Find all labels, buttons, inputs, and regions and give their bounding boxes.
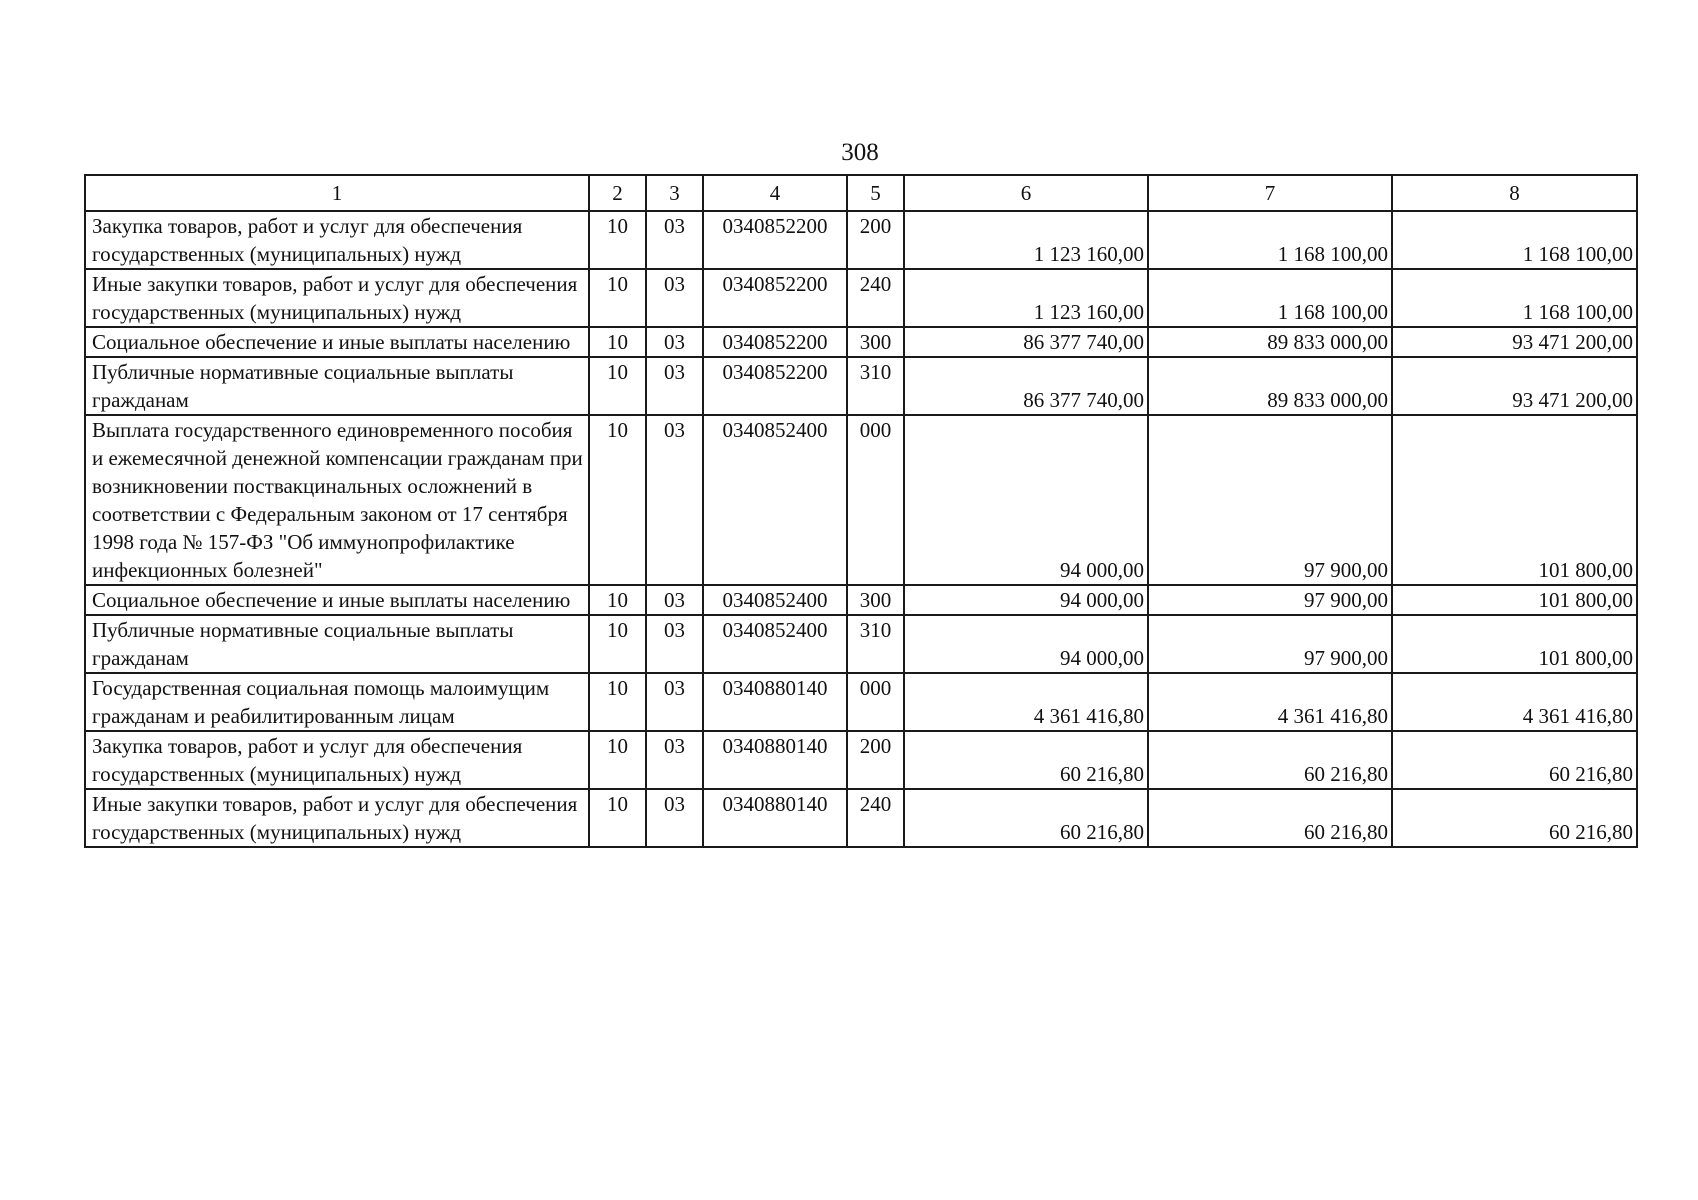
subsection-code: 03	[646, 731, 703, 789]
expense-name: Публичные нормативные социальные выплаты гражданам	[85, 615, 589, 673]
expense-name: Иные закупки товаров, работ и услуг для обеспечения государственных (муниципальных) нужд	[85, 269, 589, 327]
expense-name: Иные закупки товаров, работ и услуг для обеспечения государственных (муниципальных) нужд	[85, 789, 589, 847]
amount-year-1: 86 377 740,00	[904, 357, 1148, 415]
expense-name: Закупка товаров, работ и услуг для обеспечения государственных (муниципальных) нужд	[85, 731, 589, 789]
target-article-code: 0340852200	[703, 211, 847, 269]
subsection-code: 03	[646, 585, 703, 615]
expense-type-code: 310	[847, 615, 904, 673]
section-code: 10	[589, 357, 646, 415]
amount-year-3: 60 216,80	[1392, 789, 1637, 847]
section-code: 10	[589, 211, 646, 269]
amount-year-2: 97 900,00	[1148, 415, 1392, 585]
amount-year-3: 101 800,00	[1392, 615, 1637, 673]
header-cell: 4	[703, 175, 847, 211]
amount-year-1: 86 377 740,00	[904, 327, 1148, 357]
target-article-code: 0340852200	[703, 357, 847, 415]
table-row	[85, 269, 1637, 327]
header-cell: 5	[847, 175, 904, 211]
amount-year-2: 97 900,00	[1148, 585, 1392, 615]
subsection-code: 03	[646, 615, 703, 673]
amount-year-2: 1 168 100,00	[1148, 269, 1392, 327]
amount-year-3: 93 471 200,00	[1392, 357, 1637, 415]
target-article-code: 0340880140	[703, 731, 847, 789]
expense-type-code: 300	[847, 585, 904, 615]
header-cell: 1	[85, 175, 589, 211]
amount-year-1: 94 000,00	[904, 615, 1148, 673]
table-row	[85, 327, 1637, 357]
expense-type-code: 000	[847, 673, 904, 731]
target-article-code: 0340852400	[703, 415, 847, 585]
amount-year-3: 1 168 100,00	[1392, 211, 1637, 269]
amount-year-3: 4 361 416,80	[1392, 673, 1637, 731]
expense-name: Выплата государственного единовременного пособия и ежемесячной денежной компенсации гражданам при возникновении поствакцинальных осложнений в соответствии с Федеральным законом от 17 сентября 1998 года № 157-ФЗ "Об иммунопрофилактике инфекционных болезней"	[85, 415, 589, 585]
amount-year-2: 89 833 000,00	[1148, 327, 1392, 357]
amount-year-2: 4 361 416,80	[1148, 673, 1392, 731]
header-cell: 6	[904, 175, 1148, 211]
section-code: 10	[589, 615, 646, 673]
amount-year-1: 1 123 160,00	[904, 211, 1148, 269]
expense-type-code: 300	[847, 327, 904, 357]
target-article-code: 0340852400	[703, 585, 847, 615]
target-article-code: 0340880140	[703, 789, 847, 847]
section-code: 10	[589, 269, 646, 327]
expense-name: Государственная социальная помощь малоимущим гражданам и реабилитированным лицам	[85, 673, 589, 731]
subsection-code: 03	[646, 269, 703, 327]
target-article-code: 0340852200	[703, 327, 847, 357]
amount-year-2: 1 168 100,00	[1148, 211, 1392, 269]
budget-table	[84, 174, 1638, 848]
amount-year-2: 60 216,80	[1148, 731, 1392, 789]
target-article-code: 0340852200	[703, 269, 847, 327]
table-row	[85, 585, 1637, 615]
header-cell: 3	[646, 175, 703, 211]
header-cell: 8	[1392, 175, 1637, 211]
table-header-row	[85, 175, 1637, 211]
expense-name: Социальное обеспечение и иные выплаты населению	[85, 585, 589, 615]
amount-year-3: 1 168 100,00	[1392, 269, 1637, 327]
target-article-code: 0340852400	[703, 615, 847, 673]
expense-name: Публичные нормативные социальные выплаты гражданам	[85, 357, 589, 415]
expense-name: Социальное обеспечение и иные выплаты населению	[85, 327, 589, 357]
amount-year-3: 101 800,00	[1392, 585, 1637, 615]
amount-year-1: 1 123 160,00	[904, 269, 1148, 327]
expense-type-code: 240	[847, 269, 904, 327]
header-cell: 7	[1148, 175, 1392, 211]
table-row	[85, 673, 1637, 731]
page-number: 308	[841, 139, 879, 166]
subsection-code: 03	[646, 327, 703, 357]
subsection-code: 03	[646, 789, 703, 847]
expense-type-code: 200	[847, 731, 904, 789]
subsection-code: 03	[646, 673, 703, 731]
table-row	[85, 731, 1637, 789]
table-row	[85, 211, 1637, 269]
amount-year-1: 94 000,00	[904, 585, 1148, 615]
expense-type-code: 310	[847, 357, 904, 415]
section-code: 10	[589, 415, 646, 585]
amount-year-1: 60 216,80	[904, 731, 1148, 789]
subsection-code: 03	[646, 415, 703, 585]
table-row	[85, 415, 1637, 585]
section-code: 10	[589, 789, 646, 847]
section-code: 10	[589, 327, 646, 357]
section-code: 10	[589, 585, 646, 615]
section-code: 10	[589, 673, 646, 731]
amount-year-2: 60 216,80	[1148, 789, 1392, 847]
amount-year-1: 94 000,00	[904, 415, 1148, 585]
expense-type-code: 200	[847, 211, 904, 269]
amount-year-1: 60 216,80	[904, 789, 1148, 847]
table-row	[85, 357, 1637, 415]
table-row	[85, 789, 1637, 847]
expense-type-code: 240	[847, 789, 904, 847]
section-code: 10	[589, 731, 646, 789]
amount-year-3: 60 216,80	[1392, 731, 1637, 789]
target-article-code: 0340880140	[703, 673, 847, 731]
table-row	[85, 615, 1637, 673]
amount-year-3: 93 471 200,00	[1392, 327, 1637, 357]
amount-year-3: 101 800,00	[1392, 415, 1637, 585]
amount-year-2: 89 833 000,00	[1148, 357, 1392, 415]
amount-year-1: 4 361 416,80	[904, 673, 1148, 731]
header-cell: 2	[589, 175, 646, 211]
subsection-code: 03	[646, 357, 703, 415]
subsection-code: 03	[646, 211, 703, 269]
expense-name: Закупка товаров, работ и услуг для обеспечения государственных (муниципальных) нужд	[85, 211, 589, 269]
amount-year-2: 97 900,00	[1148, 615, 1392, 673]
expense-type-code: 000	[847, 415, 904, 585]
